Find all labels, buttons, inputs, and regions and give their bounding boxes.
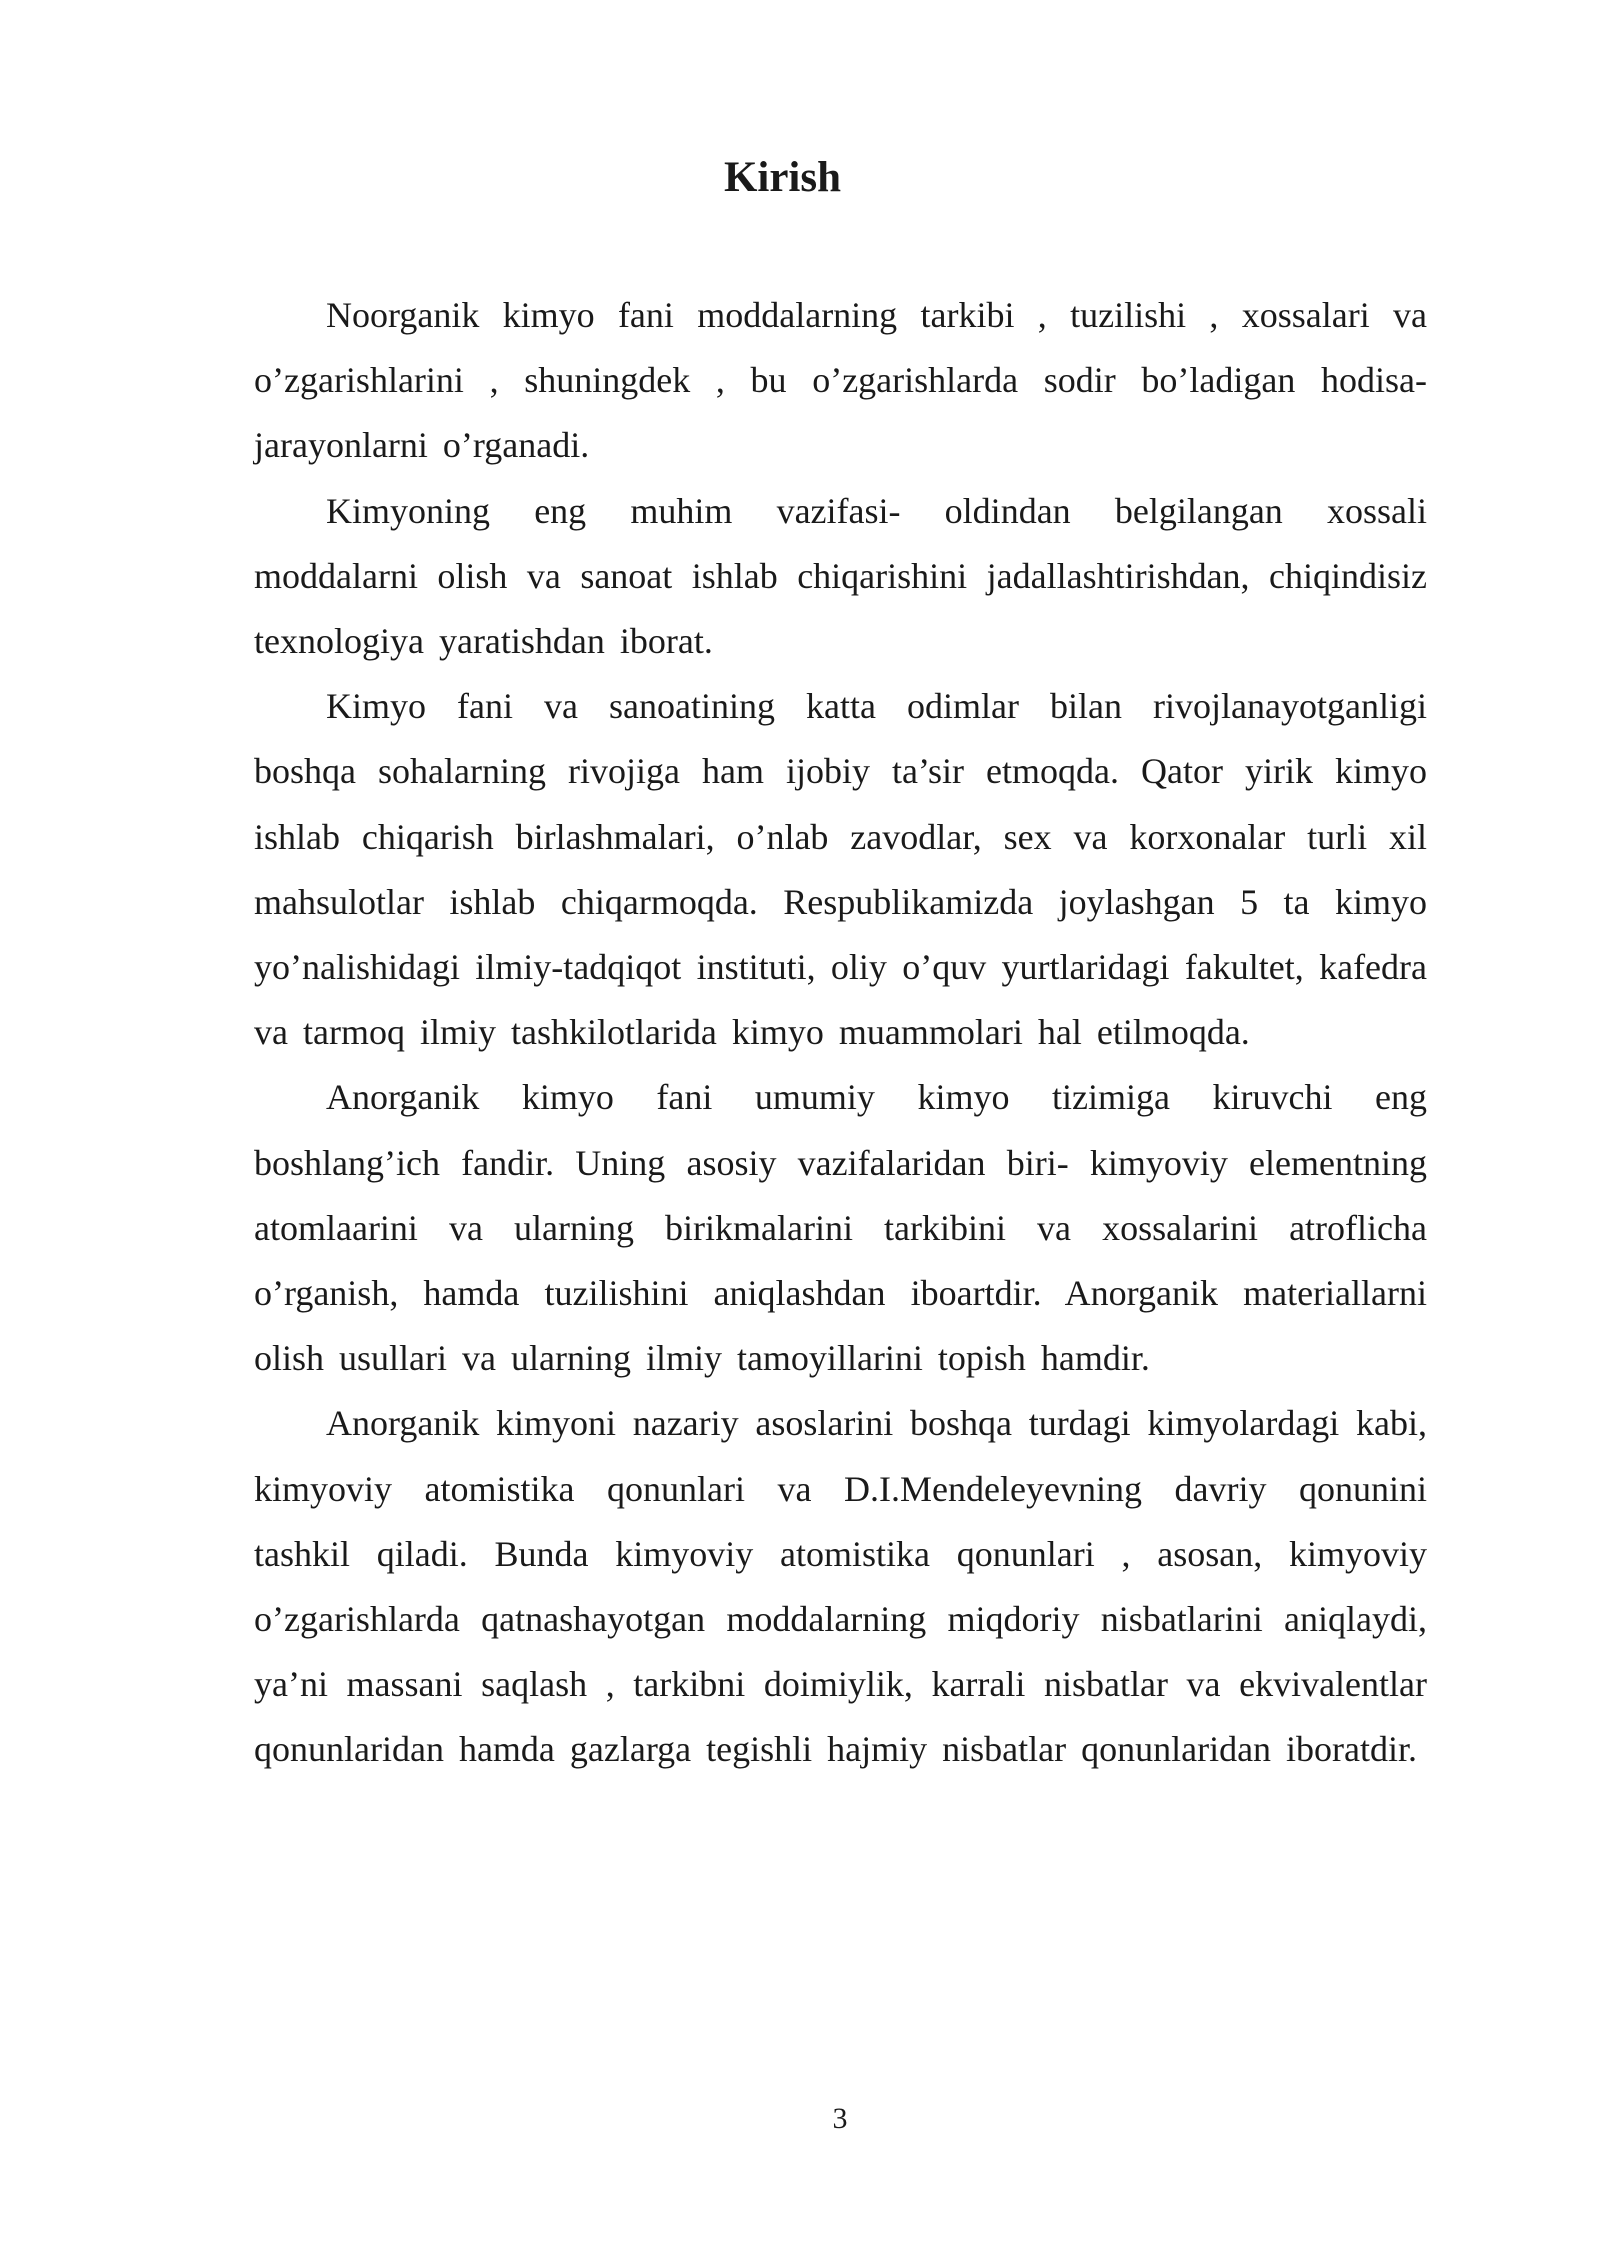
page-number: 3	[832, 2102, 848, 2135]
page-title: Kirish	[723, 154, 842, 201]
paragraph-4: Anorganik kimyo fani umumiy kimyo tizimiga kiruvchi eng boshlang’ich fandir. Uning asosiy vazifalaridan biri- kimyoviy elementning atomlaarini va ularning birikmalarini tarkibini va xossalarini atroflicha o’rganish, hamda tuzilishini aniqlashdan iboartdir. Anorganik materiallarni olish usullari va ularning ilmiy tamoyillarini topish hamdir.	[254, 1077, 1427, 1379]
paragraph-1: Noorganik kimyo fani moddalarning tarkibi , tuzilishi , xossalari va o’zgarishlarini , shuningdek , bu o’zgarishlarda sodir bo’ladigan hodisa-jarayonlarni o’rganadi.	[254, 295, 1427, 466]
paragraph-3: Kimyo fani va sanoatining katta odimlar bilan rivojlanayotganligi boshqa sohalarning rivojiga ham ijobiy ta’sir etmoqda. Qator yirik kimyo ishlab chiqarish birlashmalari, o’nlab zavodlar, sex va korxonalar turli xil mahsulotlar ishlab chiqarmoqda. Respublikamizda joylashgan 5 ta kimyo yo’nalishidagi ilmiy-tadqiqot instituti, oliy o’quv yurtlaridagi fakultet, kafedra va tarmoq ilmiy tashkilotlarida kimyo muammolari hal etilmoqda.	[254, 686, 1427, 1053]
body-text	[254, 283, 1427, 1783]
paragraph-5: Anorganik kimyoni nazariy asoslarini boshqa turdagi kimyolardagi kabi, kimyoviy atomistika qonunlari va D.I.Mendeleyevning davriy qonunini tashkil qiladi. Bunda kimyoviy atomistika qonunlari , asosan, kimyoviy o’zgarishlarda qatnashayotgan moddalarning miqdoriy nisbatlarini aniqlaydi, ya’ni massani saqlash , tarkibni doimiylik, karrali nisbatlar va ekvivalentlar qonunlaridan hamda gazlarga tegishli hajmiy nisbatlar qonunlaridan iboratdir.	[254, 1403, 1427, 1770]
paragraph-2: Kimyoning eng muhim vazifasi- oldindan belgilangan xossali moddalarni olish va sanoat ishlab chiqarishini jadallashtirishdan, chiqindisiz texnologiya yaratishdan iborat.	[254, 490, 1427, 662]
